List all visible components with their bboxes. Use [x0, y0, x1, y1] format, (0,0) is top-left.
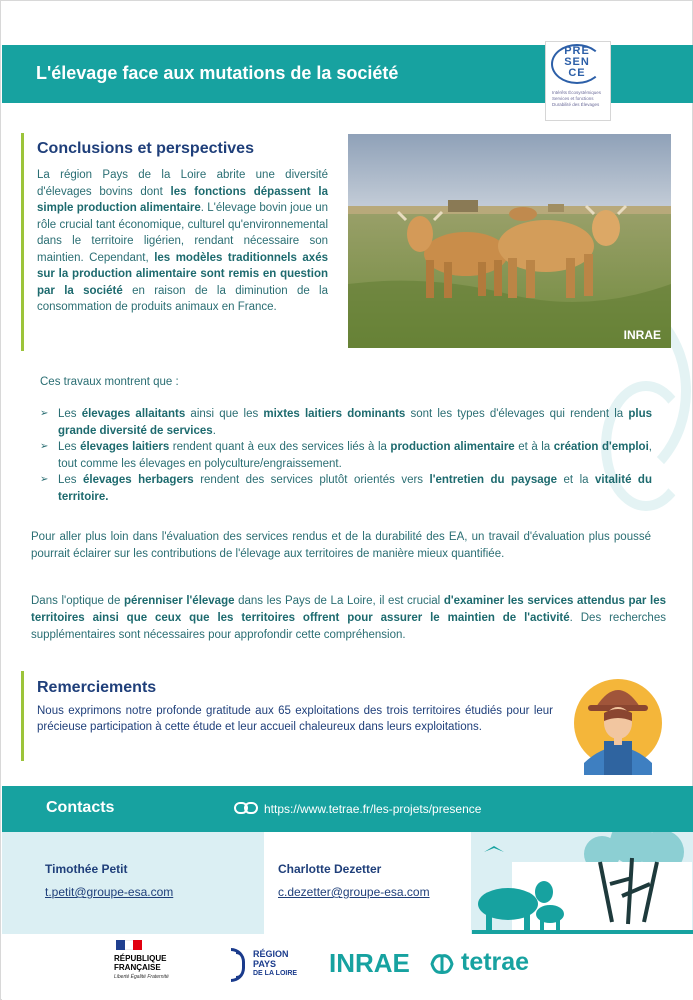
findings-list [40, 406, 652, 505]
inrae-logo: INRAE [329, 948, 410, 978]
list-item: ➢ Les élevages laitiers rendent quant à eux des services liés à la production alimentaire et à la création d'emploi, tout comme les élevages en polyculture/engraissement. [40, 441, 652, 470]
section-accent-bar [21, 671, 24, 761]
contact-name: Timothée Petit [45, 862, 128, 876]
contact-card [2, 832, 262, 934]
cows-in-field-image [348, 134, 671, 348]
contact-email-link[interactable]: c.dezetter@groupe-esa.com [278, 885, 430, 899]
republique-francaise-logo: RÉPUBLIQUE FRANÇAISE Liberté Égalité Fraternité [114, 940, 184, 980]
list-item: ➢ Les élevages allaitants ainsi que les mixtes laitiers dominants sont les types d'élevages qui rendent la plus grande diversité de services. [40, 408, 652, 437]
landscape-illustration [472, 832, 693, 934]
logo-subtitle: Intérêts Écosystémiques Services et fonctions Durabilité des Élevages [552, 90, 602, 107]
contacts-band [2, 786, 693, 832]
photo-credit: INRAE [623, 328, 661, 342]
section-accent-bar [21, 133, 24, 351]
link-icon [234, 801, 258, 815]
conclusions-paragraph: La région Pays de la Loire abrite une diversité d'élevages bovins dont les fonctions dépassent la simple production alimentaire. L'élevage bovin joue un rôle crucial tant économique, culturel qu'environnemental dans le territoire ligérien, rendant nécessaire son maintien. Cependant, les modèles traditionnels axés sur la production alimentaire sont remis en question par la société en raison de la diminution de la consommation de produits animaux en France. [37, 169, 328, 313]
logo-wordmark: PRE SEN CE [564, 45, 590, 79]
thanks-heading: Remerciements [37, 679, 157, 696]
farmer-avatar-icon [574, 671, 662, 775]
outlook-paragraph: Dans l'optique de pérenniser l'élevage dans les Pays de La Loire, il est crucial d'examiner les services attendus par les territoires ainsi que ceux que les territoires offrent pour assurer le maintien de l'activité. Des recherches supplémentaires sont nécessaires pour approfondir cette compréhension. [31, 595, 666, 641]
arrow-bullet-icon: ➢ [40, 408, 49, 419]
arrow-bullet-icon: ➢ [40, 474, 49, 485]
further-work-paragraph: Pour aller plus loin dans l'évaluation des services rendus et de la durabilité des EA, un travail d'évaluation plus poussé pourrait éclairer sur les contributions de l'élevage aux territoires de manière mieux quantifiée. [31, 531, 651, 560]
arrow-bullet-icon: ➢ [40, 441, 49, 452]
tetrae-logo: tetrae [461, 948, 530, 976]
cattle-photo [348, 134, 671, 348]
contact-email-link[interactable]: t.petit@groupe-esa.com [45, 885, 174, 899]
contacts-heading: Contacts [46, 799, 115, 816]
contact-card [264, 832, 471, 934]
page-title: L'élevage face aux mutations de la société [36, 63, 399, 83]
tetrae-leaf-icon [429, 952, 455, 976]
presence-logo [545, 41, 611, 121]
header-band [2, 45, 693, 107]
conclusions-heading: Conclusions et perspectives [37, 140, 254, 157]
project-link[interactable]: https://www.tetrae.fr/les-projets/presence [264, 802, 482, 816]
thanks-paragraph: Nous exprimons notre profonde gratitude aux 65 exploitations des trois territoires étudiés pour leur précieuse participation à cette étude et leur accueil chaleureux dans leurs exploitations. [37, 705, 553, 733]
contacts-area [2, 832, 693, 934]
contact-name: Charlotte Dezetter [278, 862, 382, 876]
list-item: ➢ Les élevages herbagers rendent des services plutôt orientés vers l'entretien du paysage et la vitalité du territoire. [40, 474, 652, 503]
works-intro: Ces travaux montrent que : [40, 376, 179, 388]
partner-logos [2, 934, 693, 1000]
french-flag-icon [116, 940, 142, 950]
region-pays-de-la-loire-logo: RÉGION PAYS DE LA LOIRE [231, 948, 301, 984]
